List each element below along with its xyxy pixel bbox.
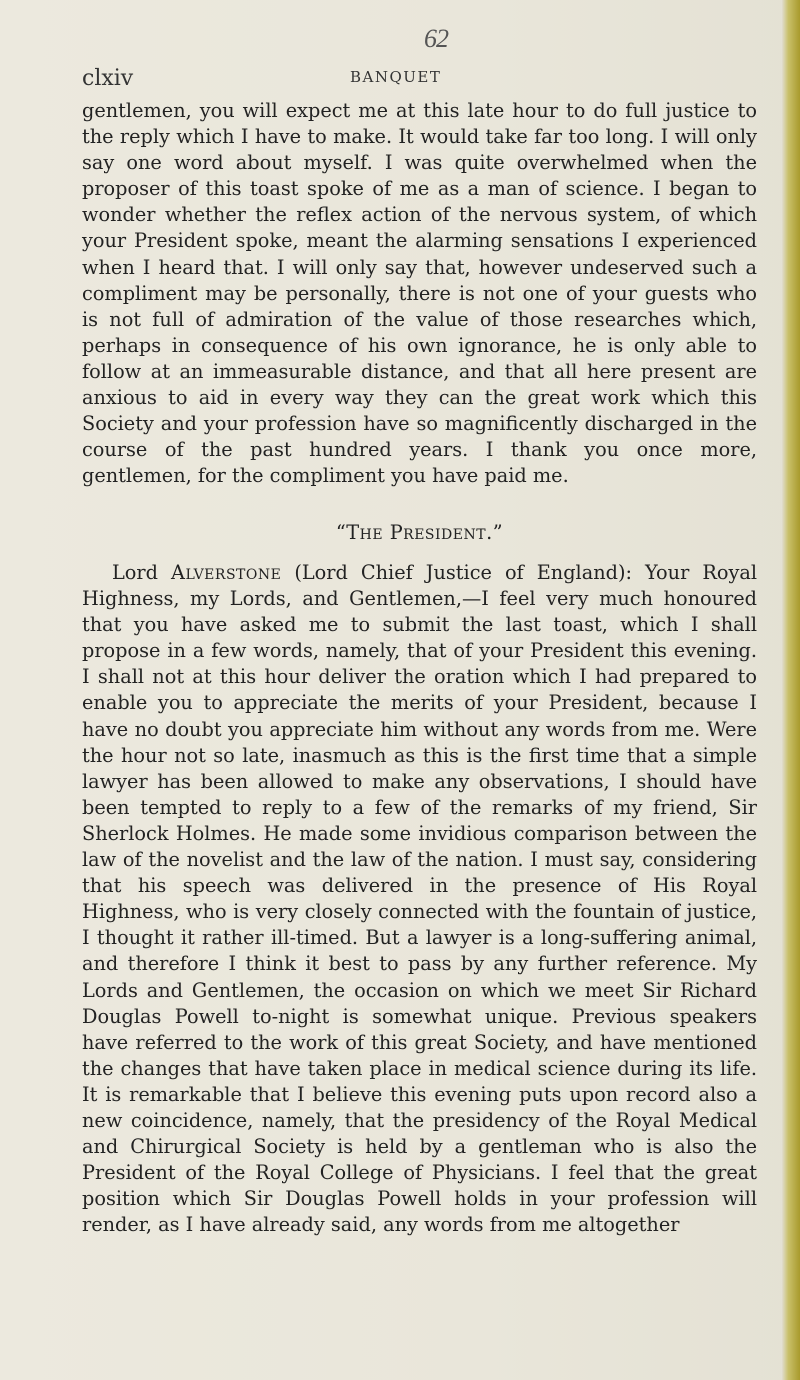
pencil-annotation: 62 [424, 24, 448, 53]
speech-text: (Lord Chief Justice of England): Your Royal Highness, my Lords, and Gentlemen,—I feel very much honoured that you have asked me to submit the last toast, which I shall propose in a few words, namely, that of your President this evening. I shall not at this hour deliver the oration which I had prepared to enable you to appreciate the merits of your President, because I have no doubt you appreciate him without any words from me. Were the hour not so late, inasmuch as this is the first time that a simple lawyer has been allowed to make any observations, I should have been tempted to reply to a few of the remarks of my friend, Sir Sherlock Holmes. He made some invidious comparison between the law of the novelist and the law of the nation. I must say, considering that his speech was delivered in the presence of His Royal Highness, who is very closely connected with the fountain of justice, I thought it rather ill-timed. But a lawyer is a long-suffering animal, and therefore I think it best to pass by any further reference. My Lords and Gentlemen, the occasion on which we meet Sir Richard Douglas Powell to-night is somewhat unique. Previous speakers have referred to the work of this great Society, and have mentioned the changes that have taken place in medical science during its life. It is remarkable that I believe this evening puts upon record also a new coincidence, namely, that the presidency of the Royal Medical and Chirurgical Society is held by a gentleman who is also the President of the Royal College of Physicians. I feel that the great position which Sir Douglas Powell holds in your profession will render, as I have already said, any words from me altogether [82, 561, 757, 1237]
paragraph-reply: gentlemen, you will expect me at this late hour to do full justice to the reply which I have to make. It would take far too long. I will only say one word about myself. I was quite overwhelmed when the proposer of this toast spoke of me as a man of science. I began to wonder whether the reflex action of the nervous system, of which your President spoke, meant the alarming sensations I experienced when I heard that. I will only say that, however undeserved such a compliment may be personally, there is not one of your guests who is not full of admiration of the value of those researches which, perhaps in consequence of his own ignorance, he is only able to follow at an immeasurable distance, and that all here present are anxious to aid in every way they can the great work which this Society and your profession have so magnificently discharged in the course of the past hundred years. I thank you once more, gentlemen, for the compliment you have paid me. [82, 99, 757, 488]
speaker-title: Lord [112, 561, 158, 584]
running-head: BANQUET [350, 68, 442, 86]
page-number: clxiv [82, 66, 134, 91]
paragraph-alverstone [82, 560, 757, 1238]
speaker-name: Alverstone [171, 561, 282, 584]
page-edge [782, 0, 800, 1380]
toast-heading: “The President.” [335, 521, 504, 544]
